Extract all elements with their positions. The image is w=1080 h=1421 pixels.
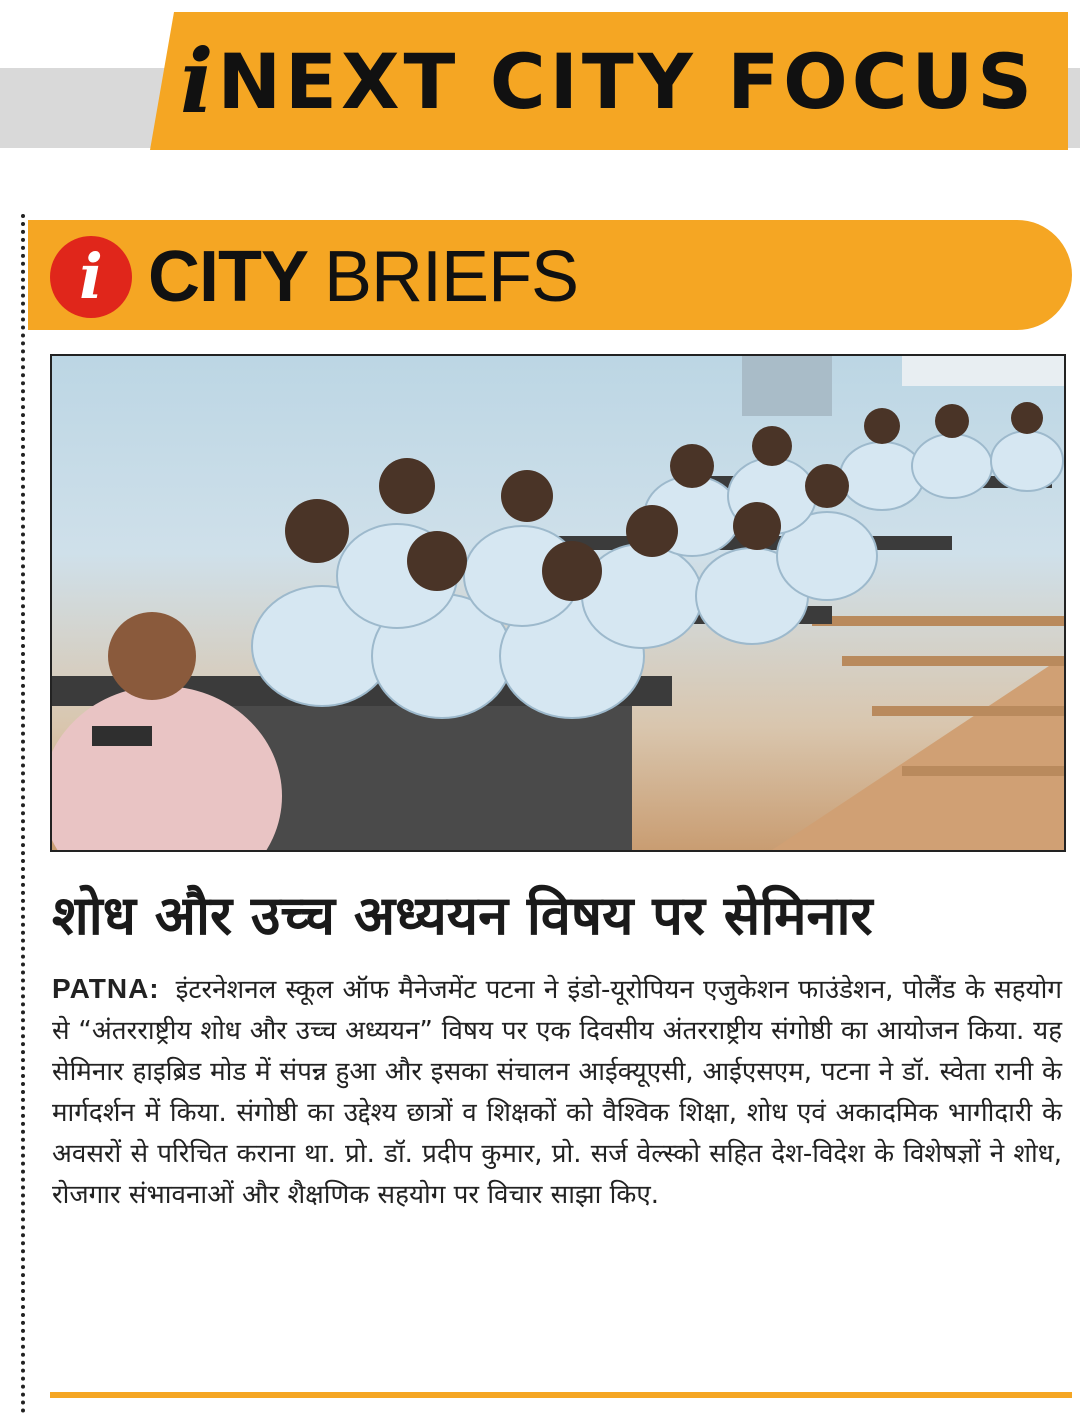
classroom-illustration (52, 356, 1064, 850)
masthead-title (180, 22, 1036, 140)
info-logo-letter: i (79, 240, 103, 313)
article-body-text: इंटरनेशनल स्कूल ऑफ मैनेजमेंट पटना ने इंडो-यूरोपियन एजुकेशन फाउंडेशन, पोलैंड के सहयोग से “अंतरराष्ट्रीय शोध और उच्च अध्ययन” विषय पर एक दिवसीय अंतरराष्ट्रीय संगोष्ठी का आयोजन किया. यह सेमिनार हाइब्रिड मोड में संपन्न हुआ और इसका संचालन आईक्यूएसी, आईएसएम, पटना ने डॉ. स्वेता रानी के मार्गदर्शन में किया. संगोष्ठी का उद्देश्य छात्रों व शिक्षकों को वैश्विक शिक्षा, शोध एवं अकादमिक भागीदारी के अवसरों से परिचित कराना था. प्रो. डॉ. प्रदीप कुमार, प्रो. सर्ज वेल्स्को सहित देश-विदेश के विशेषज्ञों ने शोध, रोजगार संभावनाओं और शैक्षणिक सहयोग पर विचार साझा किए. (52, 975, 1062, 1210)
news-photo (50, 354, 1066, 852)
article-body (52, 968, 1062, 1216)
masthead-title-text: NEXT CITY FOCUS (217, 36, 1036, 126)
bottom-accent-rule (50, 1392, 1072, 1398)
article-dateline: PATNA: (52, 973, 160, 1004)
dotted-left-rule (21, 214, 25, 1414)
masthead-i-logo: i (180, 29, 214, 133)
section-title-bold: CITY (148, 237, 309, 317)
article-headline: शोध और उच्च अध्ययन विषय पर सेमिनार (52, 884, 873, 947)
section-title-light: BRIEFS (324, 237, 579, 317)
section-title (148, 236, 578, 318)
info-logo-icon (50, 236, 132, 318)
